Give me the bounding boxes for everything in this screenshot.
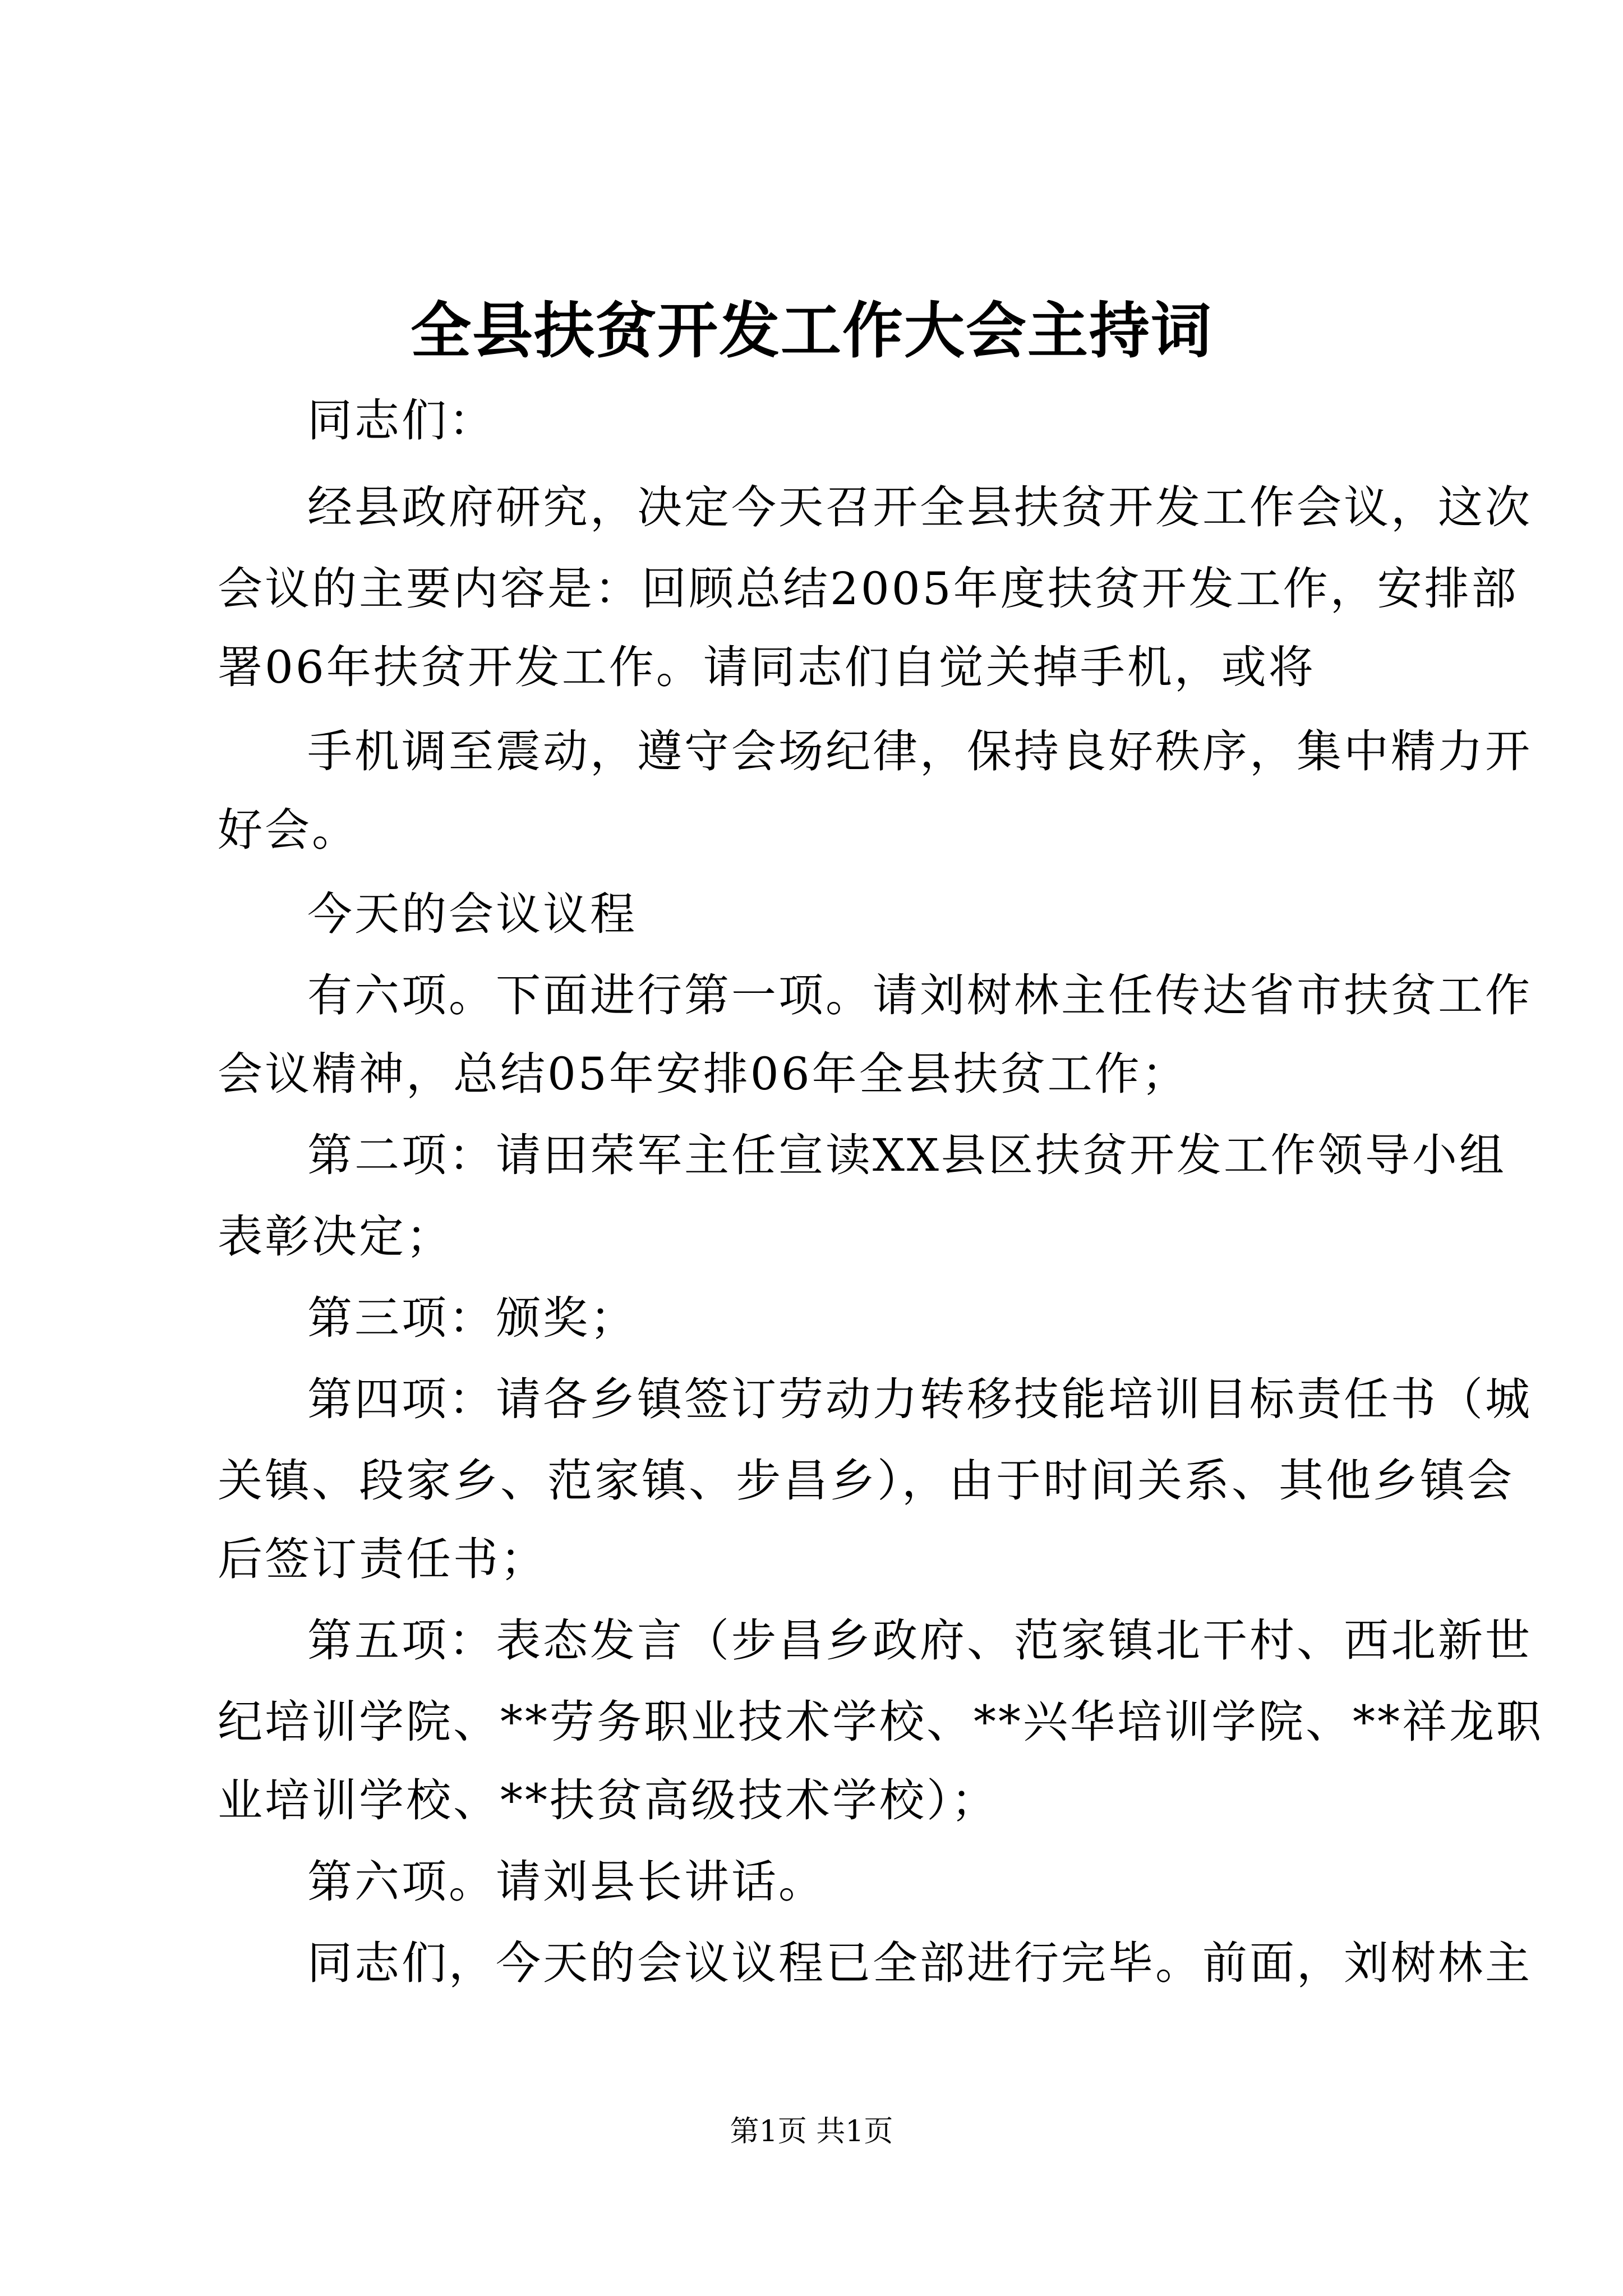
- page-footer: 第1页 共1页: [730, 2115, 893, 2148]
- paragraph-line: 第二项：请田荣军主任宣读XX县区扶贫开发工作领导小组: [307, 1129, 1506, 1181]
- paragraph-line: 第四项：请各乡镇签订劳动力转移技能培训目标责任书（城: [307, 1373, 1532, 1425]
- paragraph-line: 表彰决定；: [218, 1211, 453, 1263]
- paragraph-line: 纪培训学院、**劳务职业技术学校、**兴华培训学院、**祥龙职: [218, 1696, 1543, 1748]
- document-title: 全县扶贫开发工作大会主持词: [410, 296, 1212, 366]
- paragraph-line: 会议的主要内容是：回顾总结2005年度扶贫开发工作，安排部: [218, 563, 1519, 615]
- paragraph-line: 关镇、段家乡、范家镇、步昌乡），由于时间关系、其他乡镇会: [218, 1455, 1514, 1507]
- paragraph-line: 业培训学校、**扶贫高级技术学校）；: [218, 1774, 998, 1826]
- paragraph-line: 经县政府研究，决定今天召开全县扶贫开发工作会议，这次: [307, 481, 1532, 533]
- paragraph-line: 第三项：颁奖；: [307, 1292, 637, 1344]
- paragraph-line: 署06年扶贫开发工作。请同志们自觉关掉手机，或将: [218, 641, 1316, 693]
- paragraph-line: 第六项。请刘县长讲话。: [307, 1856, 826, 1908]
- paragraph-line: 好会。: [218, 804, 359, 856]
- paragraph-line: 手机调至震动，遵守会场纪律，保持良好秩序，集中精力开: [307, 725, 1532, 777]
- paragraph-line: 今天的会议议程: [307, 888, 637, 940]
- paragraph-line: 同志们：: [307, 394, 496, 447]
- paragraph-line: 第五项：表态发言（步昌乡政府、范家镇北干村、西北新世: [307, 1614, 1532, 1667]
- paragraph-line: 会议精神，总结05年安排06年全县扶贫工作；: [218, 1048, 1189, 1100]
- paragraph-line: 后签订责任书；: [218, 1533, 547, 1585]
- paragraph-line: 同志们，今天的会议议程已全部进行完毕。前面，刘树林主: [307, 1937, 1532, 1989]
- paragraph-line: 有六项。下面进行第一项。请刘树林主任传达省市扶贫工作: [307, 969, 1532, 1022]
